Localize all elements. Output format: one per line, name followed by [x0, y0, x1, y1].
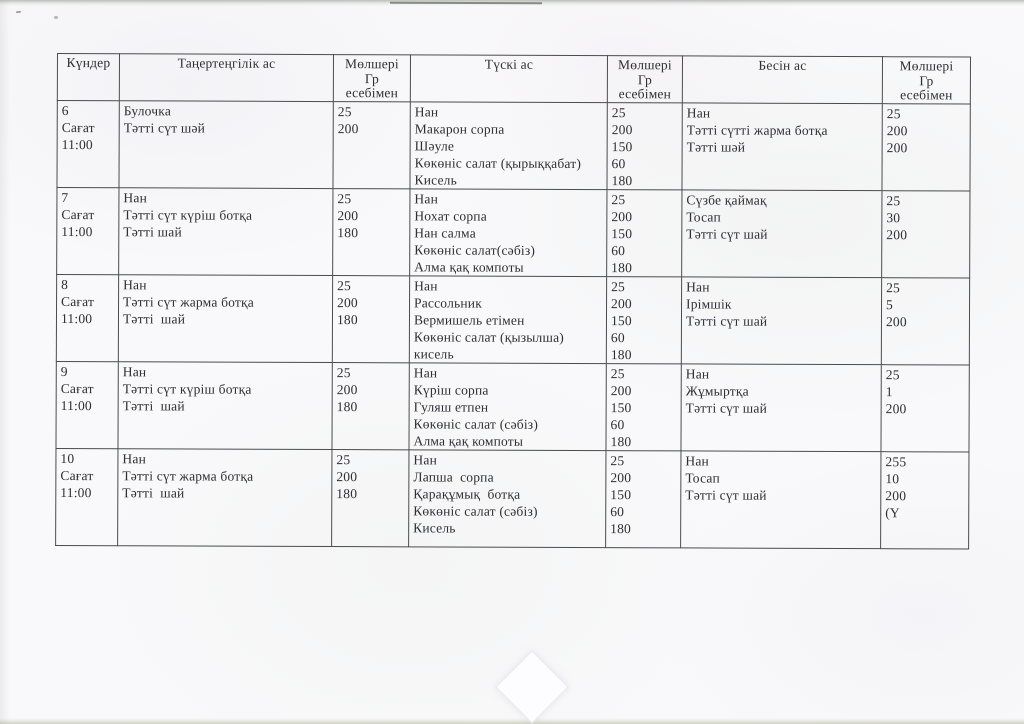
cell-line: Тәтті сүт күріш ботқа [123, 206, 253, 223]
cell-line: 1 [885, 383, 893, 399]
header-line: Мөлшері [345, 56, 399, 72]
cell-line: Тәтті сүт жарма ботқа [122, 467, 254, 484]
header-cell [333, 55, 410, 102]
cell-line: 6 [61, 102, 69, 118]
table-cell [409, 449, 606, 547]
table-cell [607, 102, 682, 189]
cell-line: 8 [61, 276, 69, 292]
table-cell [882, 190, 970, 277]
cell-line: Сағат [61, 119, 95, 135]
cell-line: 180 [337, 224, 359, 240]
cell-line: 25 [886, 192, 901, 208]
cell-line: 11:00 [60, 484, 92, 500]
cell-line: 200 [336, 381, 358, 397]
cell-line: 180 [336, 311, 358, 327]
meal-schedule-table [55, 53, 971, 549]
cell-line: Сағат [60, 380, 94, 396]
cell-line: 60 [611, 155, 626, 171]
cell-line: 200 [337, 294, 358, 310]
cell-line: 25 [336, 364, 351, 380]
cell-line: 200 [886, 139, 908, 155]
cell-line: Рассольник [414, 294, 483, 311]
cell-line: Тосап [686, 208, 721, 225]
table-row [56, 448, 969, 549]
table-cell [682, 102, 882, 190]
cell-line: 200 [611, 121, 633, 137]
scan-speck [54, 16, 58, 19]
cell-line: 150 [611, 138, 633, 154]
cell-line: 25 [610, 452, 625, 468]
cell-line: 180 [336, 485, 358, 501]
cell-line: Нан [123, 189, 148, 205]
cell-line: Көкөніс салат (қызылша) [413, 328, 565, 345]
cell-line: Көкөніс салат (сәбіз) [413, 415, 539, 432]
header-cell [410, 55, 607, 102]
header-line: Күндер [66, 55, 111, 71]
table-cell [410, 101, 607, 189]
cell-line: 7 [61, 189, 69, 205]
cell-line: Тәтті сүт шай [685, 486, 767, 503]
header-cell [607, 56, 682, 103]
header-line: есебімен [618, 86, 672, 102]
scan-speck [16, 11, 21, 14]
watermark-diamond [495, 650, 569, 724]
table-row [56, 361, 969, 452]
cell-line: 25 [337, 103, 352, 119]
cell-line: 200 [610, 382, 632, 398]
header-row [57, 54, 970, 104]
cell-line: 10 [885, 470, 900, 486]
header-line: Мөлшері [618, 57, 672, 73]
cell-line: Тәтті сүт күріш ботқа [122, 380, 252, 397]
cell-line: Тәтті сүт шай [685, 399, 768, 416]
cell-line: Нан [123, 276, 147, 292]
cell-line: Тосап [685, 469, 720, 486]
header-line: есебімен [345, 85, 399, 101]
scan-edge-bottom [0, 718, 1024, 724]
cell-line: (Ү [885, 504, 900, 520]
cell-line: Тәтті шәй [686, 138, 746, 155]
cell-line: 60 [611, 242, 626, 258]
cell-line: Нан [414, 277, 438, 293]
table-cell [118, 448, 332, 546]
table-cell [119, 100, 333, 188]
cell-line: 200 [886, 226, 908, 242]
cell-line: 25 [610, 365, 625, 381]
cell-line: 200 [611, 295, 632, 311]
table-cell [881, 277, 969, 364]
cell-line: 25 [886, 279, 901, 295]
table-cell [332, 362, 409, 449]
header-cell [682, 56, 882, 103]
table-cell [57, 100, 119, 187]
table-cell [681, 276, 881, 364]
cell-line: 25 [337, 277, 352, 293]
cell-line: Тәтті шай [122, 310, 186, 326]
cell-line: Тәтті сүт жарма ботқа [123, 293, 255, 310]
table-cell [606, 276, 681, 363]
cell-line: 30 [886, 209, 901, 225]
cell-line: Макарон сорпа [414, 120, 505, 137]
table-cell [118, 361, 332, 449]
cell-line: Нан [685, 452, 710, 469]
cell-line: Булочка [123, 102, 172, 118]
cell-line: Лапша сорпа [413, 468, 494, 485]
cell-line: 25 [337, 190, 352, 206]
cell-line: Гуляш етпен [413, 398, 489, 415]
cell-line: Сүзбе қаймақ [686, 191, 767, 208]
table-cell [332, 275, 409, 362]
cell-line: Сағат [61, 293, 95, 309]
cell-line: Жұмыртқа [685, 382, 749, 399]
table-cell [119, 187, 333, 275]
table-cell [332, 449, 409, 546]
cell-line: Нан [122, 363, 147, 379]
cell-line: Қарақұмық ботқа [413, 485, 521, 502]
cell-line: Нан [413, 364, 438, 380]
cell-line: 10 [60, 450, 75, 466]
cell-line: Нан [686, 104, 711, 121]
cell-line: Нохат сорпа [414, 207, 487, 224]
cell-line: Алма қақ компоты [414, 258, 524, 275]
table-cell [56, 361, 118, 448]
cell-line: Алма қақ компоты [413, 432, 524, 449]
cell-line: 60 [610, 329, 625, 345]
cell-line: Нан салма [414, 224, 476, 241]
cell-line: Нан [413, 451, 438, 467]
cell-line: Көкөніс салат (сәбіз) [413, 502, 538, 519]
header-cell [119, 54, 333, 101]
scan-mark-dash [390, 2, 542, 4]
header-line: Гр [637, 71, 652, 87]
cell-line: 9 [60, 363, 68, 379]
cell-line: 11:00 [60, 310, 93, 326]
cell-line: 11:00 [60, 397, 92, 413]
header-line: Мөлшері [899, 58, 954, 74]
table-header [57, 54, 970, 104]
table-cell [56, 274, 118, 361]
cell-line: 200 [611, 208, 633, 224]
cell-line: 200 [337, 120, 359, 136]
cell-line: Сағат [60, 467, 94, 483]
table-cell [410, 188, 607, 276]
cell-line: 180 [610, 520, 632, 536]
table-cell [56, 448, 118, 545]
table-row [57, 187, 970, 278]
table-cell [409, 275, 606, 363]
cell-line: 180 [610, 346, 632, 362]
cell-line: Нан [414, 190, 439, 206]
cell-line: 150 [610, 486, 632, 502]
cell-line: 11:00 [61, 223, 93, 239]
cell-line: 200 [885, 313, 907, 329]
cell-line: 200 [337, 207, 359, 223]
cell-line: Тәтті шай [123, 223, 182, 239]
table-cell [681, 363, 881, 451]
cell-line: 180 [611, 172, 633, 188]
cell-line: 200 [336, 468, 358, 484]
table-cell [607, 189, 682, 276]
table-cell [118, 274, 332, 362]
cell-line: Кисель [414, 171, 458, 188]
cell-line: Ірімшік [686, 295, 732, 312]
table-cell [681, 450, 881, 548]
cell-line: Вермишель етімен [413, 311, 525, 328]
cell-line: 200 [885, 487, 907, 503]
table-cell [333, 101, 410, 188]
table-cell [881, 451, 969, 548]
cell-line: 25 [611, 278, 626, 294]
table-row [57, 100, 970, 191]
cell-line: 25 [886, 105, 901, 121]
scan-edge-left [0, 0, 10, 724]
table-cell [606, 363, 681, 450]
cell-line: 25 [885, 366, 900, 382]
cell-line: 255 [885, 453, 907, 469]
header-line: Гр [919, 72, 934, 88]
cell-line: 60 [610, 416, 625, 432]
cell-line: 25 [611, 191, 626, 207]
cell-line: 11:00 [61, 136, 93, 152]
cell-line: 200 [610, 469, 632, 485]
cell-line: Шәуле [414, 137, 455, 154]
cell-line: Кисель [413, 519, 456, 536]
header-cell [882, 57, 970, 104]
header-cell [57, 54, 119, 101]
cell-line: 200 [885, 400, 907, 416]
table-cell [409, 362, 606, 450]
table-cell [333, 188, 410, 275]
table-body [56, 100, 971, 549]
cell-line: Күріш сорпа [413, 381, 489, 398]
cell-line: 5 [886, 296, 894, 312]
cell-line: Нан [686, 278, 710, 295]
cell-line: 150 [611, 225, 633, 241]
cell-line: Тәтті сүт шай [686, 225, 768, 242]
table-cell [682, 189, 882, 277]
cell-line: 25 [611, 104, 626, 120]
cell-line: 150 [610, 312, 632, 328]
table-row [56, 274, 969, 365]
cell-line: Тәтті сүт шәй [123, 119, 206, 136]
cell-line: 200 [886, 122, 908, 138]
header-line: Түскі ас [484, 56, 534, 72]
header-line: Бесін ас [758, 57, 807, 73]
cell-line: Көкөніс салат(сәбіз) [414, 241, 536, 258]
header-line: есебімен [900, 87, 953, 103]
header-line: Гр [364, 70, 379, 86]
table-cell [57, 187, 119, 274]
cell-line: Нан [685, 365, 710, 382]
header-line: Таңертеңгілік ас [177, 55, 276, 71]
cell-line: Нан [414, 103, 439, 119]
cell-line: 180 [336, 398, 358, 414]
cell-line: 25 [336, 451, 351, 467]
cell-line: 180 [610, 433, 632, 449]
cell-line: кисель [413, 345, 454, 362]
table-cell [882, 103, 970, 190]
cell-line: 150 [610, 399, 632, 415]
cell-line: Тәтті сүтті жарма ботқа [686, 121, 828, 138]
table-cell [881, 364, 969, 451]
cell-line: Нан [122, 450, 147, 466]
cell-line: Сағат [61, 206, 95, 222]
cell-line: 60 [610, 503, 625, 519]
cell-line: Тәтті шай [122, 397, 185, 413]
cell-line: Көкөніс салат (қырыққабат) [414, 154, 582, 171]
cell-line: Тәтті сүт шай [685, 312, 768, 329]
table-cell [606, 450, 681, 547]
cell-line: 180 [611, 259, 633, 275]
cell-line: Тәтті шай [122, 484, 185, 500]
